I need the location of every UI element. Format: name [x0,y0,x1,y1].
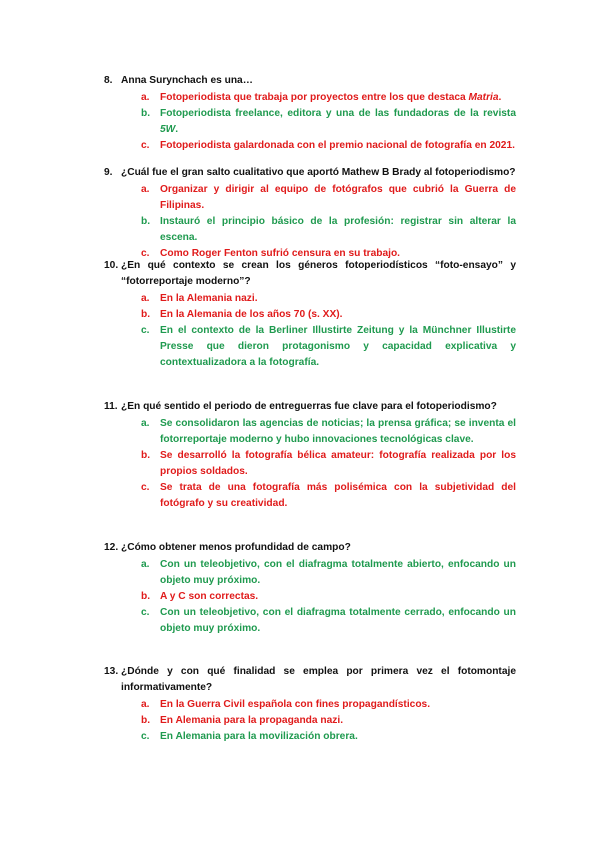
question-number: 9. [104,167,113,178]
question-header [104,73,516,89]
question-header [104,165,516,181]
question-11 [104,399,516,512]
option-a [104,557,516,589]
option-letter: c. [141,325,150,336]
option-text: Organizar y dirigir al equipo de fotógrafos que cubrió la Guerra de Filipinas. [160,184,516,211]
option-letter: c. [141,140,150,151]
option-b [104,106,516,138]
option-text: Con un teleobjetivo, con el diafragma totalmente abierto, enfocando un objeto muy próximo. [160,559,516,586]
option-text: En la Alemania nazi. [160,293,258,304]
question-9 [104,165,516,262]
option-text: En Alemania para la propaganda nazi. [160,715,344,726]
option-text: Fotoperiodista freelance, editora y una de las fundadoras de la revista 5W. [160,108,516,135]
question-10 [104,258,516,371]
question-number: 8. [104,75,113,86]
option-text: En la Alemania de los años 70 (s. XX). [160,309,343,320]
question-text: ¿Cómo obtener menos profundidad de campo? [121,542,351,553]
question-8 [104,73,516,154]
option-c [104,323,516,371]
option-b [104,448,516,480]
option-a [104,182,516,214]
option-text: Se trata de una fotografía más polisémica con la subjetividad del fotógrafo y su creatividad. [160,482,516,509]
question-text: ¿Dónde y con qué finalidad se emplea por primera vez el fotomontaje informativamente? [121,666,516,693]
option-b [104,307,516,323]
option-text: En Alemania para la movilización obrera. [160,731,358,742]
option-letter: a. [141,92,150,103]
option-letter: c. [141,731,150,742]
option-text: Fotoperiodista que trabaja por proyectos entre los que destaca Matria. [160,92,502,103]
option-a [104,291,516,307]
option-a [104,90,516,106]
question-header [104,399,516,415]
option-letter: b. [141,309,151,320]
option-a [104,416,516,448]
option-c [104,605,516,637]
question-number: 12. [104,542,119,553]
option-c [104,729,516,745]
option-a [104,697,516,713]
option-letter: c. [141,482,150,493]
question-text: ¿Cuál fue el gran salto cualitativo que aportó Mathew B Brady al fotoperiodismo? [121,167,516,178]
option-letter: b. [141,108,151,119]
option-c [104,480,516,512]
option-letter: b. [141,450,151,461]
option-letter: a. [141,293,150,304]
option-b [104,589,516,605]
question-header [104,258,516,290]
question-text: ¿En qué sentido el periodo de entreguerras fue clave para el fotoperiodismo? [121,401,497,412]
question-12 [104,540,516,637]
option-text: En el contexto de la Berliner Illustirte Zeitung y la Münchner Illustirte Presse que dieron protagonismo y capacidad explicativa y contextualizadora a la fotografía. [160,325,516,368]
question-13 [104,664,516,745]
option-text: Con un teleobjetivo, con el diafragma totalmente cerrado, enfocando un objeto muy próximo. [160,607,516,634]
option-letter: b. [141,715,151,726]
option-text: Fotoperiodista galardonada con el premio nacional de fotografía en 2021. [160,140,515,151]
option-letter: c. [141,248,150,259]
option-letter: b. [141,216,151,227]
option-text: Instauró el principio básico de la profesión: registrar sin alterar la escena. [160,216,516,243]
question-number: 11. [104,401,118,412]
option-letter: c. [141,607,150,618]
option-b [104,214,516,246]
option-letter: a. [141,418,150,429]
option-text: Se consolidaron las agencias de noticias; la prensa gráfica; se inventa el fotorreportaje moderno y hubo innovaciones tecnológicas clave. [160,418,516,445]
option-letter: b. [141,591,151,602]
option-letter: a. [141,559,150,570]
question-text: ¿En qué contexto se crean los géneros fotoperiodísticos “foto-ensayo” y “fotorreportaje moderno”? [121,260,516,287]
question-header [104,664,516,696]
option-b [104,713,516,729]
question-number: 10. [104,260,119,271]
question-number: 13. [104,666,119,677]
option-letter: a. [141,184,150,195]
option-text: En la Guerra Civil española con fines propagandísticos. [160,699,431,710]
option-text: Se desarrolló la fotografía bélica amateur: fotografía realizada por los propios soldados. [160,450,516,477]
question-text: Anna Surynchach es una… [121,75,253,86]
option-text: A y C son correctas. [160,591,259,602]
option-text: Como Roger Fenton sufrió censura en su trabajo. [160,248,401,259]
option-c [104,138,516,154]
option-letter: a. [141,699,150,710]
question-header [104,540,516,556]
